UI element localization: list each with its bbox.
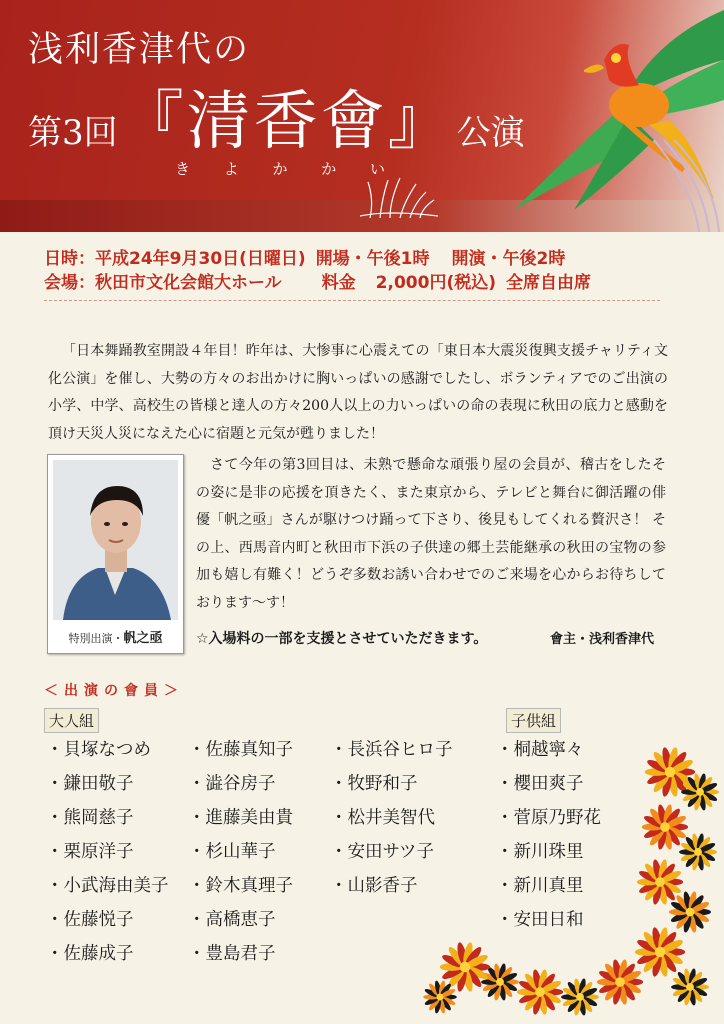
- ruby-char: き: [175, 160, 191, 178]
- flower-icon: [561, 978, 599, 1016]
- member-name: ・佐藤成子: [46, 944, 134, 964]
- header-banner: [0, 0, 724, 232]
- ruby-char: い: [369, 160, 385, 178]
- title-prefix: 第3回: [28, 113, 118, 153]
- member-name: ・桐越寧々: [496, 740, 584, 760]
- member-name: ・佐藤悦子: [46, 910, 134, 930]
- member-name: ・山影香子: [330, 876, 418, 896]
- member-name: ・新川真里: [496, 876, 584, 896]
- portrait-illustration: [53, 460, 178, 620]
- flower-icon: [597, 959, 643, 1006]
- caption-prefix: 特別出演・: [68, 632, 124, 645]
- member-name: ・栗原洋子: [46, 842, 134, 862]
- member-name: ・安田サツ子: [330, 842, 434, 862]
- intro-paragraph: 「日本舞踊教室開設４年目！昨年は、大惨事に心震えての「東日本大震災復興支援チャリティ文化公演」を催し、大勢の方々のお出かけに胸いっぱいの感謝でしたし、ボランティアでのご出演の小学、中学、高校生の皆様と達人の方々200人以上の力いっぱいの命の表現に秋田の底力と感動を頂け天災人災になえた心に宿題と元気が甦りました！: [48, 343, 668, 442]
- title-row: [28, 85, 525, 159]
- member-name: ・菅原乃野花: [496, 808, 601, 828]
- divider: [44, 300, 660, 301]
- member-name: ・鈴木真理子: [188, 876, 293, 896]
- ruby-char: か: [321, 160, 337, 178]
- venue-value: 秋田市文化会館大ホール: [95, 273, 282, 293]
- member-name: ・杉山華子: [188, 842, 276, 862]
- phoenix-icon: [454, 0, 724, 232]
- seating: 全席自由席: [505, 273, 591, 293]
- main-paragraph: さて今年の第3回目は、未熟で懸命な頑張り屋の会員が、稽古をしたその姿に是非の応援を頂きたく、また東京から、テレビと舞台に御活躍の俳優「帆之亟」さんが駆けつけ踊って下さり、後見もしてくれる贅沢さ！ その上、西馬音内町と秋田市下浜の子供達の郷土芸能継承の秋田の宝物の参加も嬉し有難く！どうぞ多数お誘い合わせでのご来場を心からお待ちしております〜す！: [196, 457, 666, 611]
- support-note: ☆入場料の一部を支援とさせていただきます。: [196, 631, 488, 647]
- member-name: ・小武海由美子: [46, 876, 169, 896]
- title-suffix: 公演: [456, 113, 525, 153]
- member-name: ・貝塚なつめ: [46, 740, 151, 760]
- child-column: [496, 736, 601, 940]
- member-name: ・新川珠里: [496, 842, 584, 862]
- ruby-char: よ: [223, 160, 239, 178]
- fee-label: 料金: [321, 273, 356, 293]
- member-name: ・澁谷房子: [188, 774, 276, 794]
- start-time: 開演・午後2時: [451, 249, 566, 269]
- member-name: ・長浜谷ヒロ子: [330, 740, 453, 760]
- flower-icon: [517, 969, 563, 1016]
- member-name: ・佐藤真知子: [188, 740, 293, 760]
- adult-column-1: [46, 736, 169, 974]
- photo-caption: [48, 627, 183, 646]
- title-ruby: [175, 158, 385, 179]
- adult-column-2: [188, 736, 293, 974]
- open-time: 開場・午後1時: [315, 249, 430, 269]
- event-info: [44, 244, 601, 292]
- member-name: ・牧野和子: [330, 774, 418, 794]
- flower-icon: [635, 927, 685, 978]
- member-name: ・豊島君子: [188, 944, 276, 964]
- flower-icon: [669, 891, 711, 933]
- flower-icon: [679, 833, 717, 871]
- title-main: 『清香會』: [119, 85, 455, 159]
- venue-label: 会場：: [44, 273, 95, 293]
- member-name: ・櫻田爽子: [496, 774, 584, 794]
- member-name: ・松井美智代: [330, 808, 435, 828]
- title-line1: 浅利香津代の: [28, 30, 251, 70]
- host-name: 會主・浅利香津代: [550, 632, 655, 647]
- flower-icon: [642, 804, 688, 851]
- date-line: [44, 244, 601, 268]
- flower-icon: [637, 859, 683, 906]
- flower-icon: [671, 968, 709, 1006]
- member-name: ・鎌田敬子: [46, 774, 134, 794]
- pampas-grass-illustration: [360, 170, 440, 220]
- date-label: 日時：: [44, 249, 95, 269]
- date-value: 平成24年9月30日(日曜日): [95, 249, 306, 269]
- fee-value: 2,000円(税込): [375, 273, 496, 293]
- member-name: ・高橋恵子: [188, 910, 276, 930]
- adult-group-label: 大人組: [44, 708, 99, 733]
- member-name: ・熊岡慈子: [46, 808, 134, 828]
- child-group-label: 子供組: [506, 708, 561, 733]
- ruby-char: か: [272, 160, 288, 178]
- guest-photo: [47, 454, 184, 654]
- members-heading: ＜出演の會員＞: [44, 683, 184, 699]
- member-name: ・安田日和: [496, 910, 584, 930]
- member-name: ・進藤美由貴: [188, 808, 293, 828]
- guest-portrait-image: [53, 460, 178, 620]
- caption-name: 帆之亟: [123, 631, 163, 646]
- venue-line: [44, 268, 601, 292]
